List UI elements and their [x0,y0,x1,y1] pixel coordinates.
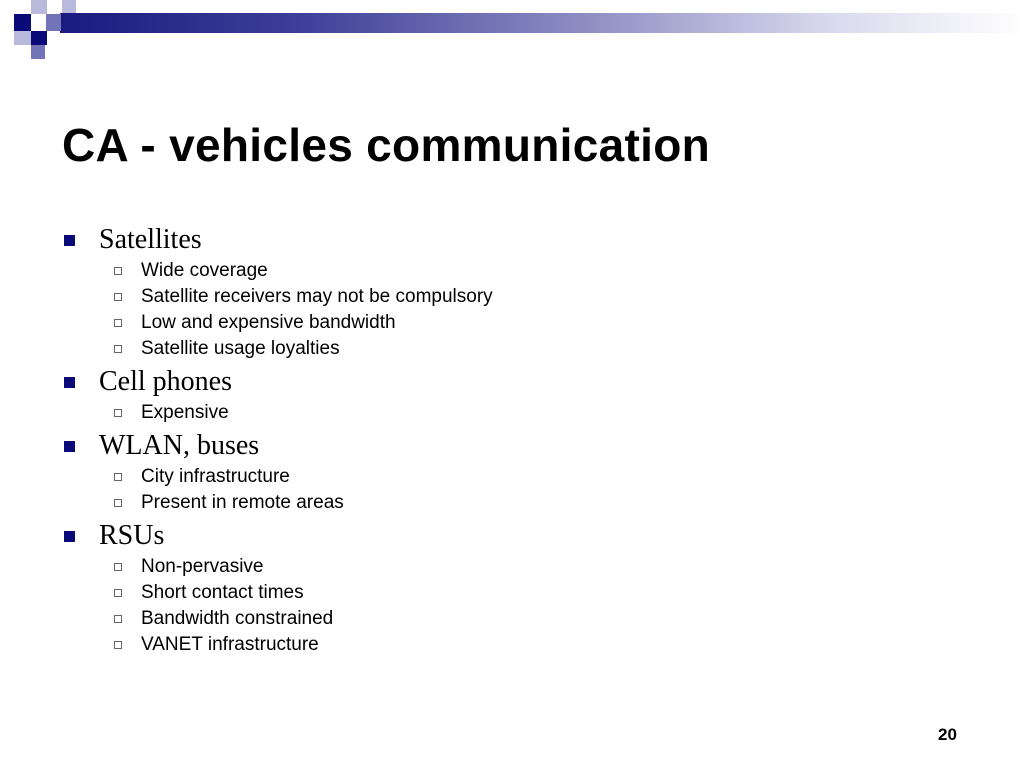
bullet-label: RSUs [99,520,165,551]
decor-square-dark [31,31,47,45]
bullet-item [64,222,964,258]
sub-bullet-item [64,310,964,336]
sub-bullet-label: VANET infrastructure [141,634,319,655]
hollow-square-bullet-icon [114,589,122,597]
decor-square-light [14,31,31,45]
hollow-square-bullet-icon [114,319,122,327]
filled-square-bullet-icon [64,531,75,542]
sub-bullet-item [64,580,964,606]
hollow-square-bullet-icon [114,641,122,649]
decor-square-light [31,0,47,14]
sub-bullet-item [64,606,964,632]
decor-square-light [62,0,76,13]
bullet-label: Satellites [99,224,202,255]
header-decoration [0,0,1024,70]
sub-bullet-label: Expensive [141,402,229,423]
sub-bullet-item [64,284,964,310]
bullet-item [64,364,964,400]
sub-bullet-label: Non-pervasive [141,556,264,577]
bullet-list [64,222,964,658]
bullet-item [64,518,964,554]
decor-square-mid [31,45,45,59]
bullet-label: WLAN, buses [99,430,260,461]
filled-square-bullet-icon [64,235,75,246]
sub-bullet-item [64,258,964,284]
sub-bullet-label: Satellite receivers may not be compulsory [141,286,493,307]
sub-bullet-item [64,336,964,362]
sub-bullet-label: Bandwidth constrained [141,608,334,629]
sub-bullet-item [64,400,964,426]
sub-bullet-label: Present in remote areas [141,492,344,513]
sub-bullet-item [64,632,964,658]
sub-bullet-label: City infrastructure [141,466,290,487]
filled-square-bullet-icon [64,441,75,452]
hollow-square-bullet-icon [114,409,122,417]
bullet-label: Cell phones [99,366,232,397]
sub-bullet-label: Low and expensive bandwidth [141,312,396,333]
sub-bullet-item [64,464,964,490]
sub-bullet-label: Short contact times [141,582,304,603]
header-gradient-bar [60,13,1024,33]
page-number: 20 [938,725,957,744]
hollow-square-bullet-icon [114,563,122,571]
sub-bullet-label: Satellite usage loyalties [141,338,340,359]
hollow-square-bullet-icon [114,615,122,623]
bullet-item [64,428,964,464]
filled-square-bullet-icon [64,377,75,388]
hollow-square-bullet-icon [114,499,122,507]
sub-bullet-label: Wide coverage [141,260,268,281]
hollow-square-bullet-icon [114,345,122,353]
decor-square-mid [46,14,61,31]
hollow-square-bullet-icon [114,293,122,301]
slide-title: CA - vehicles communication [62,119,710,171]
sub-bullet-item [64,554,964,580]
hollow-square-bullet-icon [114,473,122,481]
sub-bullet-item [64,490,964,516]
hollow-square-bullet-icon [114,267,122,275]
decor-square-dark [14,14,31,31]
